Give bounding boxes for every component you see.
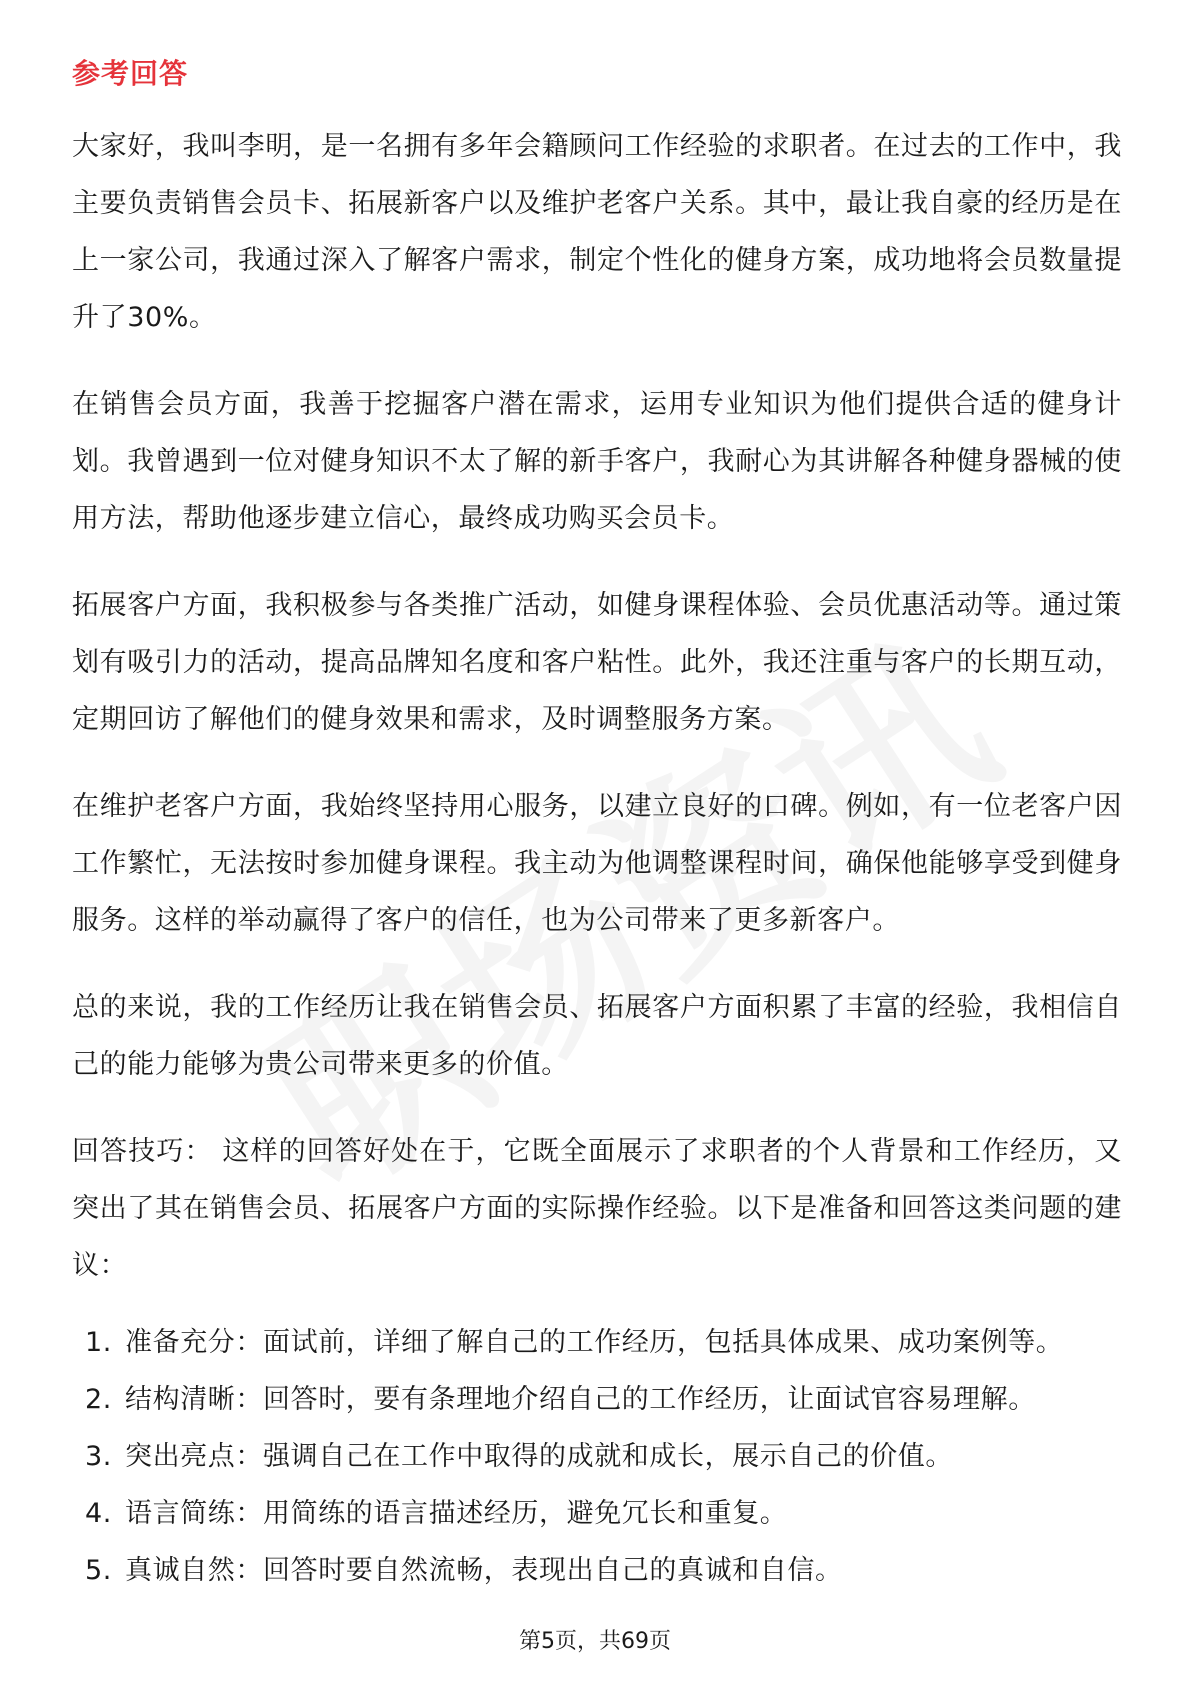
list-item: 5. 真诚自然：回答时要自然流畅，表现出自己的真诚和自信。	[85, 1555, 843, 1586]
paragraph-retention: 在维护老客户方面，我始终坚持用心服务，以建立良好的口碑。例如，有一位老客户因工作繁忙，无法按时参加健身课程。我主动为他调整课程时间，确保他能够享受到健身服务。这样的举动赢得了客户的信任，也为公司带来了更多新客户。	[72, 791, 1122, 936]
paragraph-summary: 总的来说，我的工作经历让我在销售会员、拓展客户方面积累了丰富的经验，我相信自己的能力能够为贵公司带来更多的价值。	[72, 992, 1122, 1080]
list-item: 1. 准备充分：面试前，详细了解自己的工作经历，包括具体成果、成功案例等。	[85, 1327, 1064, 1358]
paragraph-sales: 在销售会员方面，我善于挖掘客户潜在需求，运用专业知识为他们提供合适的健身计划。我曾遇到一位对健身知识不太了解的新手客户，我耐心为其讲解各种健身器械的使用方法，帮助他逐步建立信心，最终成功购买会员卡。	[72, 389, 1122, 534]
list-item: 4. 语言简练：用简练的语言描述经历，避免冗长和重复。	[85, 1498, 788, 1529]
paragraph-intro: 大家好，我叫李明，是一名拥有多年会籍顾问工作经验的求职者。在过去的工作中，我主要负责销售会员卡、拓展新客户以及维护老客户关系。其中，最让我自豪的经历是在上一家公司，我通过深入了解客户需求，制定个性化的健身方案，成功地将会员数量提升了30%。	[72, 131, 1122, 333]
list-item: 3. 突出亮点：强调自己在工作中取得的成就和成长，展示自己的价值。	[85, 1441, 953, 1472]
paragraph-tips-intro: 回答技巧： 这样的回答好处在于，它既全面展示了求职者的个人背景和工作经历，又突出了其在销售会员、拓展客户方面的实际操作经验。以下是准备和回答这类问题的建议：	[72, 1136, 1122, 1281]
tips-list	[72, 1314, 1122, 1599]
page-number: 第5页，共69页	[519, 1629, 671, 1654]
section-title: 参考回答	[72, 57, 189, 90]
answer-content	[72, 118, 1122, 1599]
paragraph-expansion: 拓展客户方面，我积极参与各类推广活动，如健身课程体验、会员优惠活动等。通过策划有吸引力的活动，提高品牌知名度和客户粘性。此外，我还注重与客户的长期互动，定期回访了解他们的健身效果和需求，及时调整服务方案。	[72, 590, 1122, 735]
list-item: 2. 结构清晰：回答时，要有条理地介绍自己的工作经历，让面试官容易理解。	[85, 1384, 1036, 1415]
